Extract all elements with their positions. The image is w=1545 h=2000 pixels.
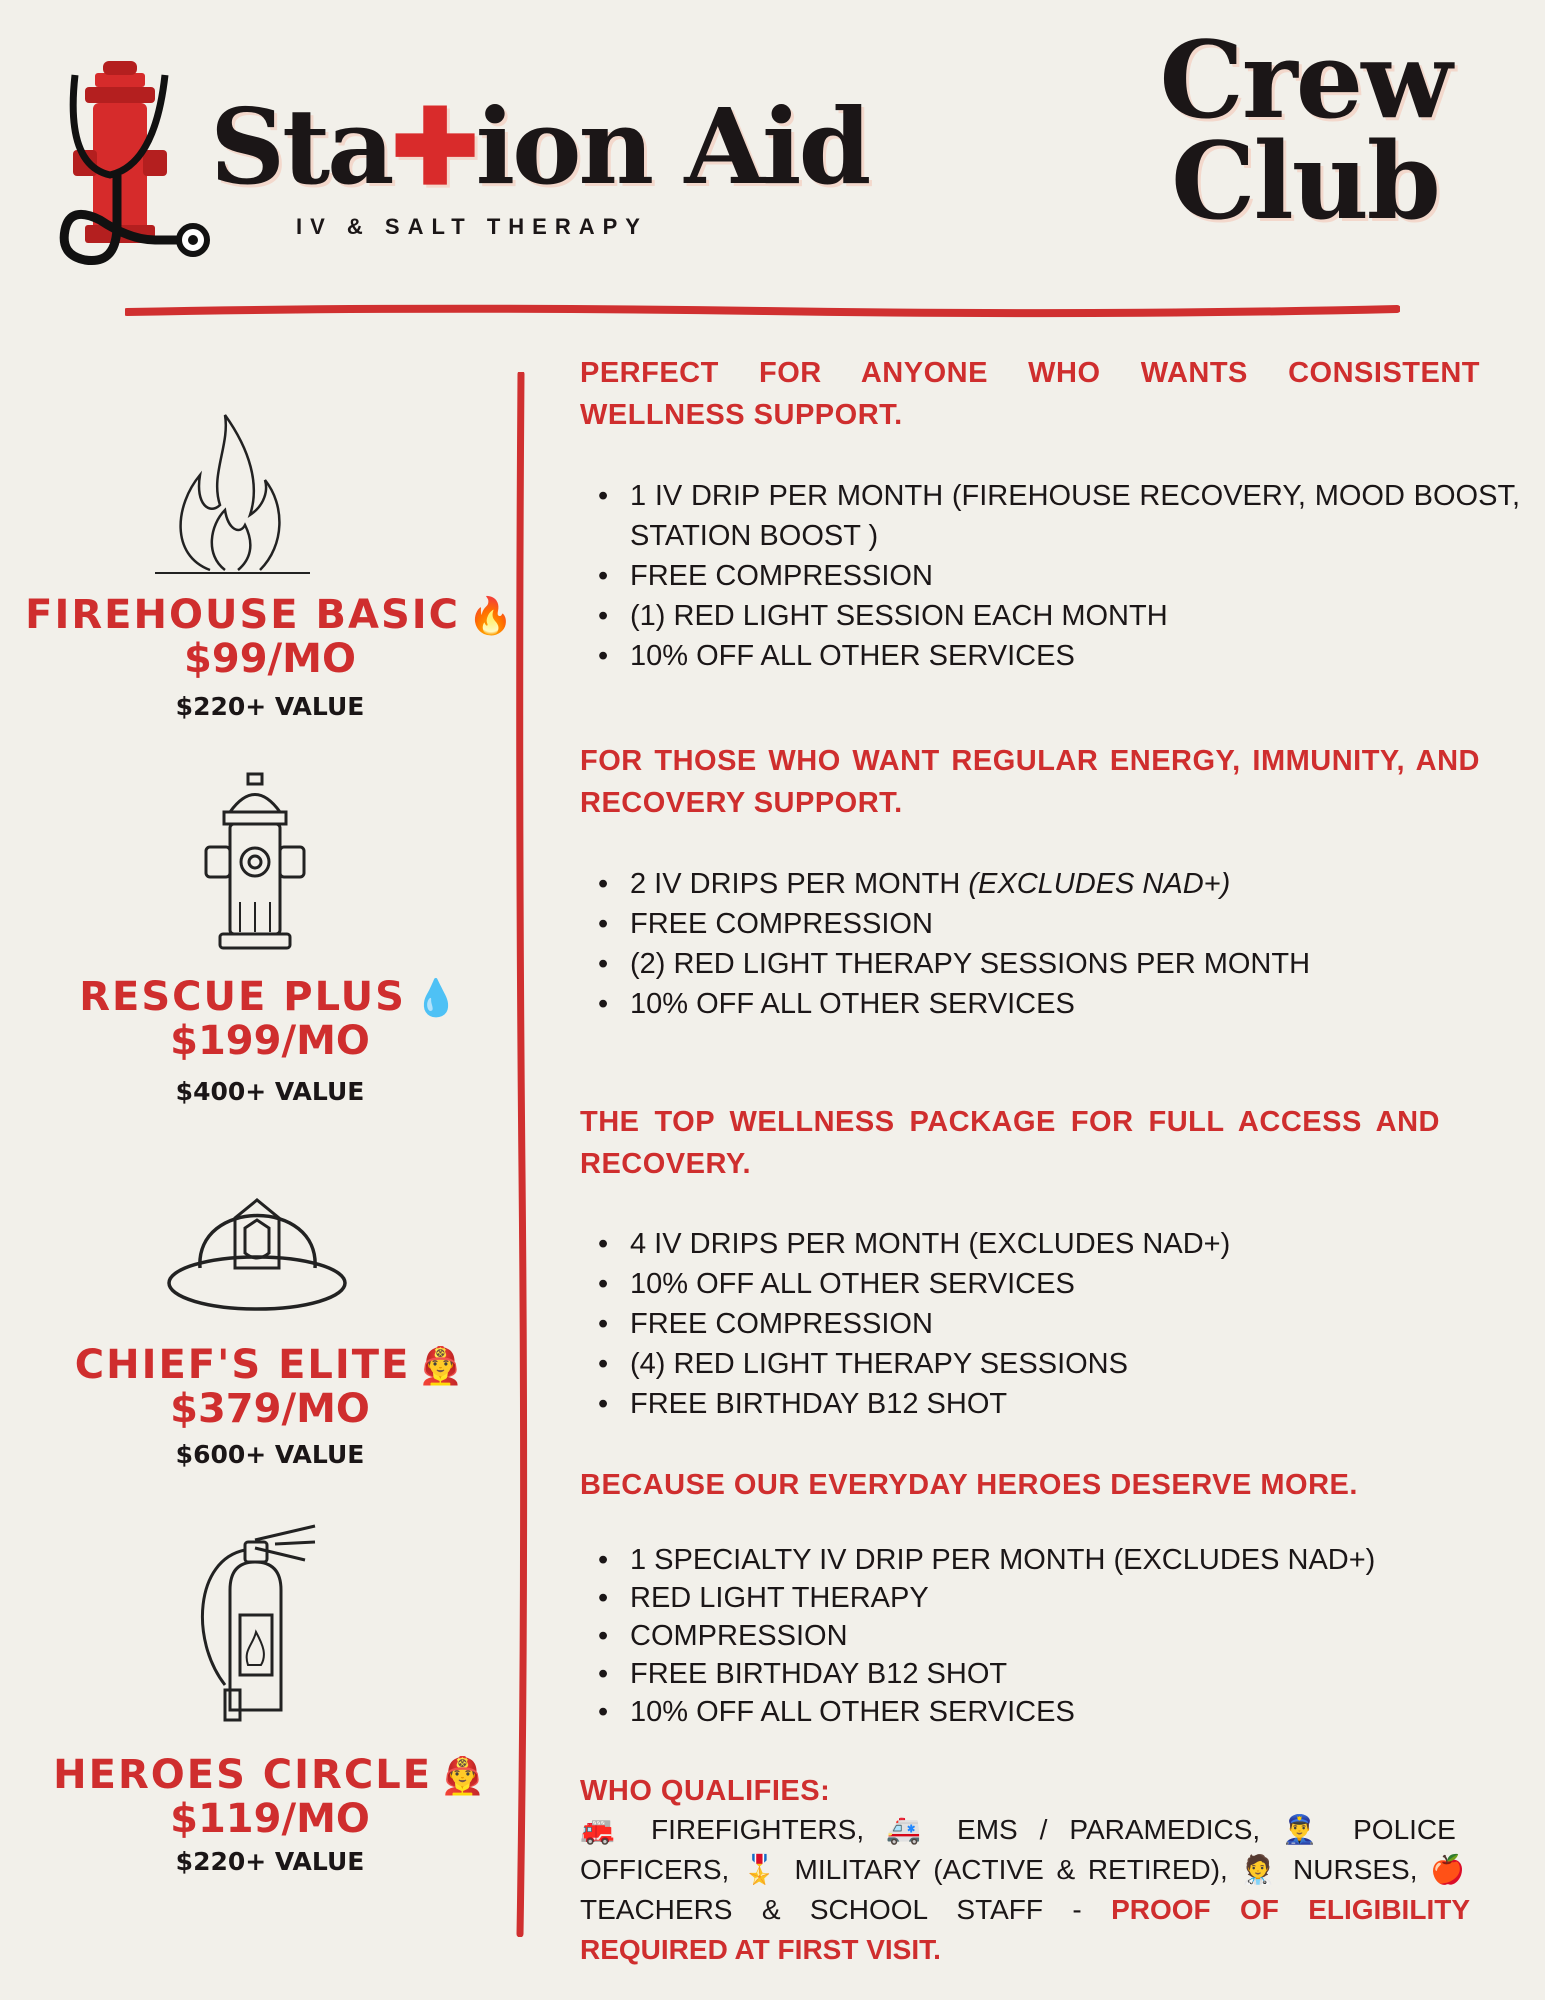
list-item: • (4) RED LIGHT THERAPY SESSIONS [630,1344,1520,1384]
water-drop-emoji-icon: 💧 [413,978,461,1019]
plan-headline: THE TOP WELLNESS PACKAGE FOR FULL ACCESS AND RECOVERY. [580,1106,1440,1180]
list-item: • 1 SPECIALTY IV DRIP PER MONTH (EXCLUDES NAD+) [630,1541,1520,1579]
list-item: • FREE COMPRESSION [630,904,1520,944]
plan-value: $220+ VALUE [175,1847,365,1876]
list-item: • (1) RED LIGHT SESSION EACH MONTH [630,596,1520,636]
list-item: • RED LIGHT THERAPY [630,1579,1520,1617]
plan-headline: FOR THOSE WHO WANT REGULAR ENERGY, IMMUNITY, AND RECOVERY SUPPORT. [580,745,1480,819]
eligibility-note: PROOF OF ELIGIBILITY REQUIRED AT FIRST VISIT. [580,1894,1470,1965]
crew-club-title: Crew Club [1159,17,1451,243]
plan-name: CHIEF'S ELITE 👨‍🚒 [74,1342,466,1388]
fire-emoji-icon: 🔥 [468,596,515,637]
plan-price: $379/MO [170,1386,370,1432]
plan-value: $600+ VALUE [175,1440,365,1469]
list-item: • 10% OFF ALL OTHER SERVICES [630,1264,1520,1304]
fire-extinguisher-icon [185,1520,325,1725]
plan-value: $400+ VALUE [175,1077,365,1106]
list-item: • 10% OFF ALL OTHER SERVICES [630,1693,1520,1731]
firefighter-emoji-icon: 👨‍🚒 [418,1346,466,1387]
header-divider [125,302,1400,322]
list-item: • 1 IV DRIP PER MONTH (FIREHOUSE RECOVERY, MOOD BOOST, STATION BOOST ) [630,476,1520,556]
stethoscope-hydrant-icon [55,55,215,275]
benefit-list [580,1224,1520,1424]
list-item: • FREE COMPRESSION [630,556,1520,596]
plan-headline: BECAUSE OUR EVERYDAY HEROES DESERVE MORE. [580,1469,1358,1501]
plan-price: $199/MO [170,1018,370,1064]
plan-value: $220+ VALUE [175,692,365,721]
list-item: • 10% OFF ALL OTHER SERVICES [630,984,1520,1024]
plan-headline: PERFECT FOR ANYONE WHO WANTS CONSISTENT WELLNESS SUPPORT. [580,357,1480,431]
plan-price: $119/MO [170,1796,370,1842]
list-item: • (2) RED LIGHT THERAPY SESSIONS PER MONTH [630,944,1520,984]
list-item: • 10% OFF ALL OTHER SERVICES [630,636,1520,676]
benefit-list [580,476,1520,676]
red-cross-icon: ✚ [391,85,476,208]
benefit-list [580,864,1520,1024]
brand-name: Sta✚ion Aid [210,85,869,208]
plan-price: $99/MO [184,636,356,682]
logo-mark [55,55,215,275]
list-item: • FREE COMPRESSION [630,1304,1520,1344]
brand-tagline: IV & SALT THERAPY [296,214,648,239]
list-item: • FREE BIRTHDAY B12 SHOT [630,1655,1520,1693]
benefit-list [580,1541,1520,1731]
list-item: • COMPRESSION [630,1617,1520,1655]
fire-hydrant-icon [200,772,310,952]
flame-icon [150,395,320,580]
plan-name: FIREHOUSE BASIC 🔥 [25,592,515,638]
plan-name: RESCUE PLUS 💧 [79,974,461,1020]
list-item: • 4 IV DRIPS PER MONTH (EXCLUDES NAD+) [630,1224,1520,1264]
list-item: • 2 IV DRIPS PER MONTH (EXCLUDES NAD+) [630,864,1520,904]
firefighter-emoji-icon: 👨‍🚒 [440,1756,487,1797]
list-item: • FREE BIRTHDAY B12 SHOT [630,1384,1520,1424]
qualifies-title: WHO QUALIFIES: [580,1775,831,1807]
qualifies-text: 🚒 FIREFIGHTERS, 🚑 EMS / PARAMEDICS, 👮‍♂️ POLICE OFFICERS, 🎖️ MILITARY (ACTIVE & RETIRED), 🧑‍⚕️ NURSES, 🍎 TEACHERS & SCHOOL STAFF - PROOF OF ELIGIBILITY REQUIRED AT FIRST VISIT. [580,1814,1470,1965]
plan-name: HEROES CIRCLE 👨‍🚒 [53,1752,487,1798]
firefighter-helmet-icon [165,1178,350,1313]
